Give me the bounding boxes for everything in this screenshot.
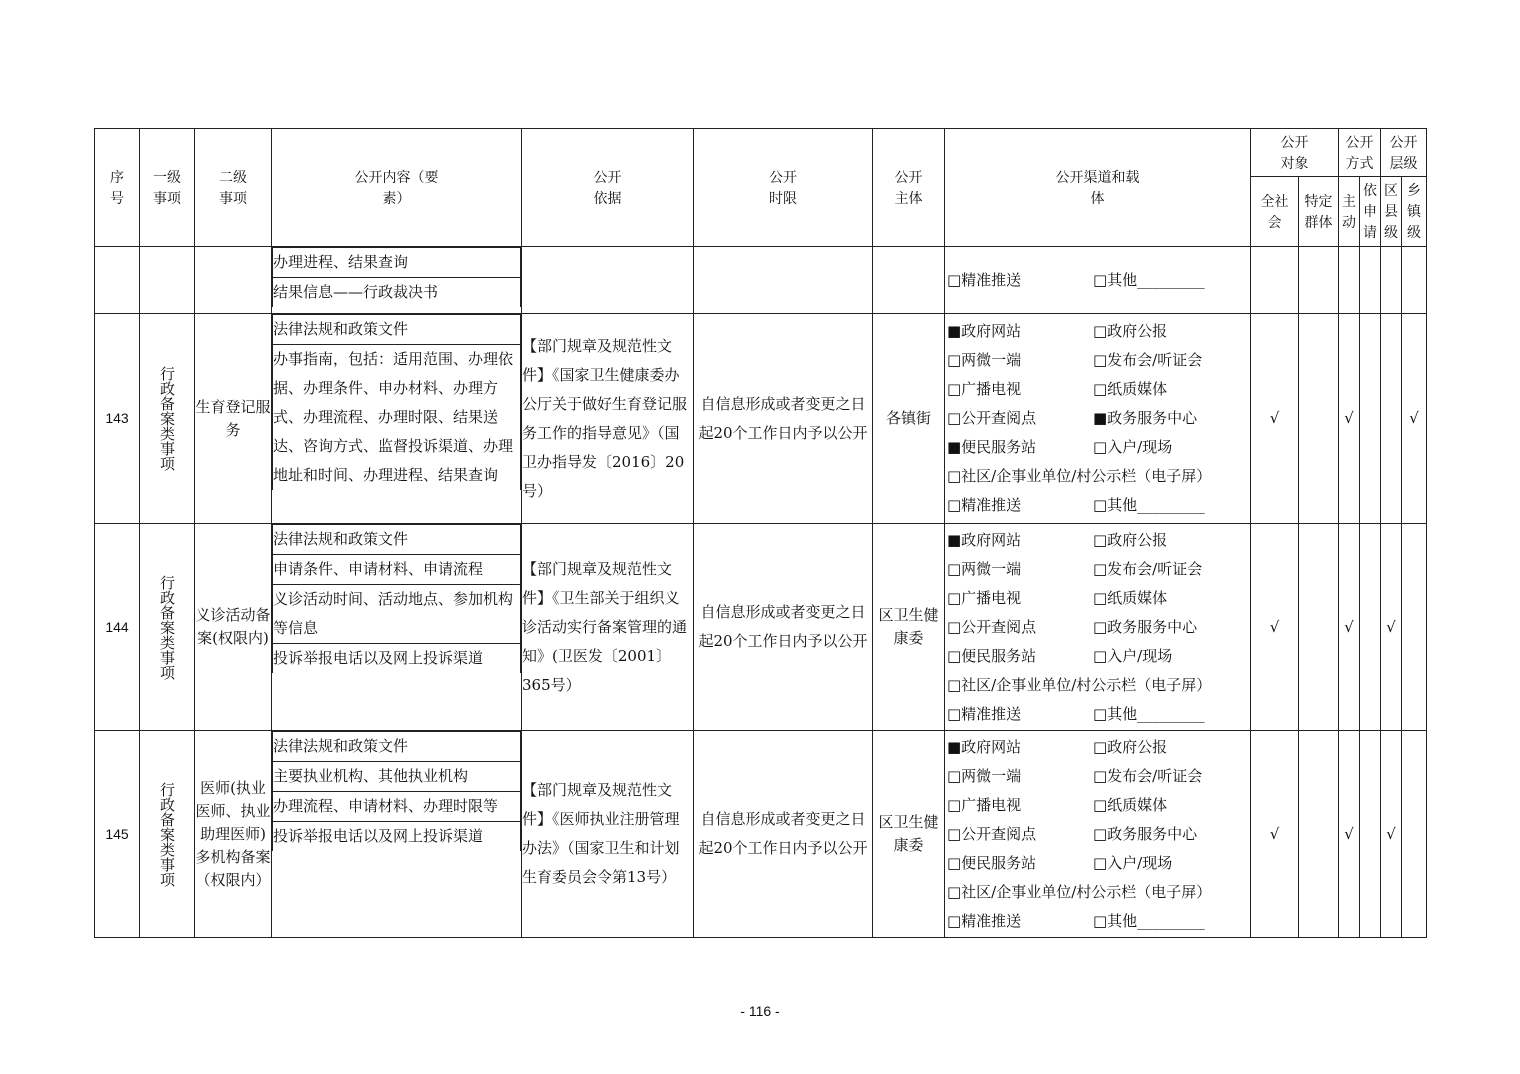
mark-district: √ — [1381, 524, 1402, 731]
channel-option: □政府公报 — [1093, 737, 1168, 756]
channel-option: □纸质媒体 — [1093, 380, 1168, 398]
channel-option: □精准推送 — [947, 704, 1022, 723]
channel-option: □政府公报 — [1093, 530, 1168, 549]
content-list — [272, 731, 521, 851]
channel-option: ■政府网站 — [947, 322, 1022, 340]
channel-option: □入户/现场 — [1093, 853, 1173, 872]
channel-option: □政务服务中心 — [1093, 617, 1198, 636]
mark-request — [1360, 247, 1381, 314]
table-row — [95, 314, 1427, 524]
content-list — [272, 524, 521, 673]
content-item: 投诉举报电话以及网上投诉渠道 — [273, 644, 521, 674]
mark-district — [1381, 247, 1402, 314]
channel-option: □发布会/听证会 — [1093, 559, 1203, 578]
content-cell — [272, 731, 522, 938]
subject-cell: 区卫生健康委 — [873, 731, 945, 938]
content-item: 主要执业机构、其他执业机构 — [273, 762, 521, 792]
channel-option: □两微一端 — [947, 766, 1022, 785]
mark-district — [1381, 314, 1402, 524]
level1-text: 行政备案类事项 — [158, 366, 176, 471]
channel-grid — [945, 317, 1250, 520]
content-cell — [272, 247, 522, 314]
mark-all: √ — [1251, 731, 1299, 938]
channel-option: □其他_________ — [1093, 496, 1205, 514]
content-item: 投诉举报电话以及网上投诉渠道 — [273, 822, 521, 852]
time-cell — [694, 247, 873, 314]
header-by-request: 依申请 — [1360, 177, 1381, 247]
mark-request — [1360, 314, 1381, 524]
content-cell — [272, 314, 522, 524]
disclosure-table — [94, 128, 1427, 938]
channels-cell — [945, 731, 1251, 938]
channel-option: □社区/企事业单位/村公示栏（电子屏） — [947, 675, 1212, 694]
content-item: 义诊活动时间、活动地点、参加机构等信息 — [273, 585, 521, 644]
header-row-1 — [95, 129, 1427, 177]
channel-option: ■便民服务站 — [947, 438, 1037, 456]
channel-option: □其他_________ — [1093, 704, 1205, 723]
mark-active — [1339, 247, 1360, 314]
channel-grid — [945, 526, 1250, 729]
mark-active: √ — [1339, 731, 1360, 938]
level1-cell — [140, 524, 195, 731]
table-row — [95, 524, 1427, 731]
seq-cell — [95, 247, 140, 314]
table-row — [95, 731, 1427, 938]
level2-cell — [195, 247, 272, 314]
mark-request — [1360, 731, 1381, 938]
content-item: 结果信息——行政裁决书 — [273, 278, 521, 308]
seq-cell: 143 — [95, 314, 140, 524]
mark-group — [1299, 247, 1339, 314]
level2-cell: 生育登记服务 — [195, 314, 272, 524]
basis-cell: 【部门规章及规范性文件】《卫生部关于组织义诊活动实行备案管理的通知》(卫医发〔2001〕365号） — [522, 524, 694, 731]
subject-cell — [873, 247, 945, 314]
subject-cell: 区卫生健康委 — [873, 524, 945, 731]
channel-option: □入户/现场 — [1093, 438, 1173, 456]
channel-option: □便民服务站 — [947, 646, 1037, 665]
basis-cell: 【部门规章及规范性文件】《医师执业注册管理办法》（国家卫生和计划生育委员会令第13号） — [522, 731, 694, 938]
level1-cell — [140, 731, 195, 938]
channel-option: □便民服务站 — [947, 853, 1037, 872]
mark-district: √ — [1381, 731, 1402, 938]
header-district: 区县级 — [1381, 177, 1402, 247]
channel-option: □政府公报 — [1093, 322, 1168, 340]
header-seq: 序号 — [95, 129, 140, 247]
time-cell: 自信息形成或者变更之日起20个工作日内予以公开 — [694, 524, 873, 731]
time-cell: 自信息形成或者变更之日起20个工作日内予以公开 — [694, 314, 873, 524]
header-all-society: 全社会 — [1251, 177, 1299, 247]
channel-option: □广播电视 — [947, 588, 1022, 607]
content-item: 法律法规和政策文件 — [273, 732, 521, 762]
level2-cell: 医师(执业医师、执业助理医师)多机构备案（权限内） — [195, 731, 272, 938]
channel-option: □两微一端 — [947, 559, 1022, 578]
channel-option: □政务服务中心 — [1093, 824, 1198, 843]
channel-option: □纸质媒体 — [1093, 588, 1168, 607]
content-list — [272, 314, 521, 490]
channel-option: □广播电视 — [947, 380, 1022, 398]
table-row — [95, 247, 1427, 314]
header-level1: 一级事项 — [140, 129, 195, 247]
channel-option: □两微一端 — [947, 351, 1022, 369]
channel-option: □入户/现场 — [1093, 646, 1173, 665]
content-item: 法律法规和政策文件 — [273, 525, 521, 555]
channel-option: □精准推送 — [947, 270, 1022, 289]
table-body — [95, 247, 1427, 938]
header-object: 公开对象 — [1251, 129, 1339, 177]
channel-option: ■政府网站 — [947, 530, 1022, 549]
channels-cell — [945, 247, 1251, 314]
time-cell: 自信息形成或者变更之日起20个工作日内予以公开 — [694, 731, 873, 938]
channel-option: □公开查阅点 — [947, 409, 1037, 427]
mark-township — [1402, 731, 1427, 938]
header-township: 乡镇级 — [1402, 177, 1427, 247]
mark-all — [1251, 247, 1299, 314]
content-cell — [272, 524, 522, 731]
level1-text: 行政备案类事项 — [158, 781, 176, 887]
header-level2: 二级事项 — [195, 129, 272, 247]
content-item: 申请条件、申请材料、申请流程 — [273, 555, 521, 585]
channel-option: □广播电视 — [947, 795, 1022, 814]
header-specific-group: 特定群体 — [1299, 177, 1339, 247]
level1-cell — [140, 247, 195, 314]
header-content: 公开内容（要素） — [272, 129, 522, 247]
seq-cell: 145 — [95, 731, 140, 938]
channel-option: □公开查阅点 — [947, 617, 1037, 636]
mark-group — [1299, 731, 1339, 938]
header-method: 公开方式 — [1339, 129, 1381, 177]
channel-option: □纸质媒体 — [1093, 795, 1168, 814]
subject-cell: 各镇街 — [873, 314, 945, 524]
basis-cell: 【部门规章及规范性文件】《国家卫生健康委办公厅关于做好生育登记服务工作的指导意见》（国卫办指导发〔2016〕20号） — [522, 314, 694, 524]
content-item: 办事指南，包括：适用范围、办理依据、办理条件、申办材料、办理方式、办理流程、办理时限、结果送达、咨询方式、监督投诉渠道、办理地址和时间、办理进程、结果查询 — [273, 345, 521, 491]
channel-option: □其他_________ — [1093, 911, 1205, 930]
mark-request — [1360, 524, 1381, 731]
mark-active: √ — [1339, 524, 1360, 731]
header-active: 主动 — [1339, 177, 1360, 247]
page-number: - 116 - — [740, 1003, 780, 1019]
mark-group — [1299, 314, 1339, 524]
header-time: 公开时限 — [694, 129, 873, 247]
content-item: 办理流程、申请材料、办理时限等 — [273, 792, 521, 822]
content-item: 法律法规和政策文件 — [273, 315, 521, 345]
channel-option: □社区/企事业单位/村公示栏（电子屏） — [947, 467, 1212, 485]
header-subject: 公开主体 — [873, 129, 945, 247]
channel-option: □其他_________ — [1093, 270, 1205, 289]
header-level: 公开层级 — [1381, 129, 1427, 177]
basis-cell — [522, 247, 694, 314]
channel-option: □社区/企事业单位/村公示栏（电子屏） — [947, 882, 1212, 901]
mark-township: √ — [1402, 314, 1427, 524]
mark-all: √ — [1251, 314, 1299, 524]
channel-option: □精准推送 — [947, 911, 1022, 930]
channel-option: □精准推送 — [947, 496, 1022, 514]
content-list — [272, 247, 521, 307]
level1-cell — [140, 314, 195, 524]
channel-grid — [945, 733, 1250, 936]
header-basis: 公开依据 — [522, 129, 694, 247]
seq-cell: 144 — [95, 524, 140, 731]
mark-township — [1402, 524, 1427, 731]
mark-active: √ — [1339, 314, 1360, 524]
level2-cell: 义诊活动备案(权限内) — [195, 524, 272, 731]
channels-cell — [945, 314, 1251, 524]
content-item: 办理进程、结果查询 — [273, 248, 521, 278]
channel-option: ■政务服务中心 — [1093, 409, 1198, 427]
channel-option: □发布会/听证会 — [1093, 351, 1203, 369]
channel-option: □发布会/听证会 — [1093, 766, 1203, 785]
mark-group — [1299, 524, 1339, 731]
channel-option: □公开查阅点 — [947, 824, 1037, 843]
mark-all: √ — [1251, 524, 1299, 731]
channel-grid — [945, 266, 1250, 295]
mark-township — [1402, 247, 1427, 314]
header-channels: 公开渠道和载体 — [945, 129, 1251, 247]
level1-text: 行政备案类事项 — [158, 574, 176, 680]
channel-option: ■政府网站 — [947, 737, 1022, 756]
channels-cell — [945, 524, 1251, 731]
